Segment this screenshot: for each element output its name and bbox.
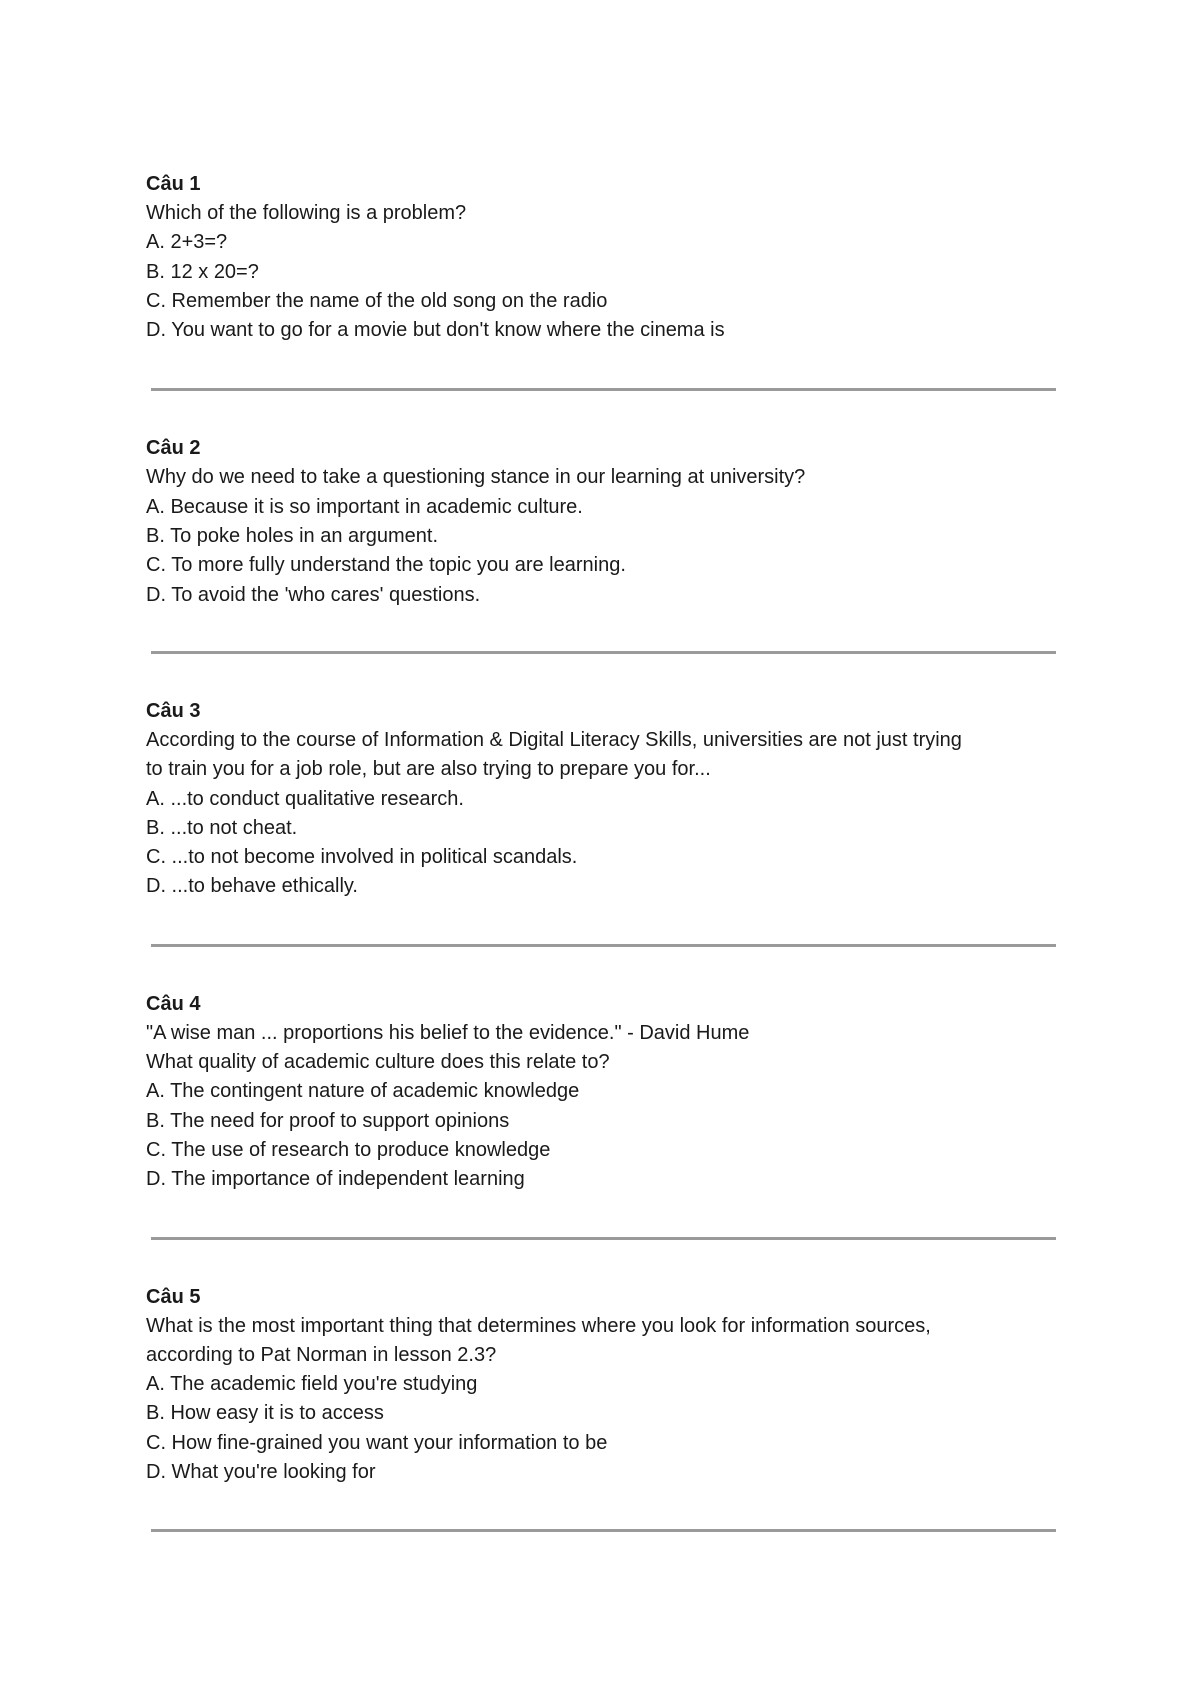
divider — [151, 651, 1056, 654]
option-d: D. The importance of independent learning — [146, 1168, 525, 1191]
option-c: C. Remember the name of the old song on the radio — [146, 289, 608, 312]
question-title: Câu 3 — [146, 699, 201, 722]
question-text: Which of the following is a problem? — [146, 202, 467, 224]
option-a: A. 2+3=? — [146, 231, 228, 254]
question-5 — [146, 1283, 1066, 1488]
question-text: What is the most important thing that determines where you look for information sources, — [146, 1314, 931, 1337]
quote-text: "A wise man ... proportions his belief to the evidence." - David Hume — [146, 1021, 750, 1044]
question-2 — [146, 434, 1066, 609]
option-a: A. Because it is so important in academic culture. — [146, 495, 583, 518]
option-b: B. To poke holes in an argument. — [146, 525, 439, 548]
option-a: A. The academic field you're studying — [146, 1373, 478, 1396]
question-4 — [146, 990, 1066, 1195]
question-title: Câu 2 — [146, 437, 201, 460]
question-title: Câu 1 — [146, 173, 201, 195]
question-title: Câu 5 — [146, 1285, 201, 1308]
question-text-continued: according to Pat Norman in lesson 2.3? — [146, 1343, 497, 1366]
divider — [151, 388, 1056, 391]
question-text: According to the course of Information & Digital Literacy Skills, universities are not just trying — [146, 728, 962, 751]
option-b: B. How easy it is to access — [146, 1402, 384, 1425]
option-c: C. To more fully understand the topic you are learning. — [146, 554, 626, 577]
question-title: Câu 4 — [146, 992, 201, 1015]
option-a: A. ...to conduct qualitative research. — [146, 787, 464, 810]
question-1 — [146, 170, 1066, 345]
divider — [151, 944, 1056, 947]
question-text: What quality of academic culture does this relate to? — [146, 1051, 610, 1074]
question-text: Why do we need to take a questioning stance in our learning at university? — [146, 466, 806, 489]
divider — [151, 1529, 1056, 1532]
option-c: C. How fine-grained you want your information to be — [146, 1431, 608, 1454]
option-b: B. 12 x 20=? — [146, 260, 259, 283]
option-b: B. ...to not cheat. — [146, 816, 298, 839]
option-c: C. ...to not become involved in political scandals. — [146, 846, 578, 869]
option-d: D. What you're looking for — [146, 1461, 376, 1484]
option-d: D. You want to go for a movie but don't know where the cinema is — [146, 319, 725, 342]
question-text-continued: to train you for a job role, but are also trying to prepare you for... — [146, 758, 711, 781]
option-a: A. The contingent nature of academic knowledge — [146, 1080, 580, 1103]
option-b: B. The need for proof to support opinions — [146, 1109, 510, 1132]
option-d: D. To avoid the 'who cares' questions. — [146, 583, 481, 606]
document-page — [146, 170, 1066, 1532]
option-d: D. ...to behave ethically. — [146, 875, 358, 898]
option-c: C. The use of research to produce knowledge — [146, 1138, 551, 1161]
divider — [151, 1237, 1056, 1240]
question-3 — [146, 697, 1066, 902]
